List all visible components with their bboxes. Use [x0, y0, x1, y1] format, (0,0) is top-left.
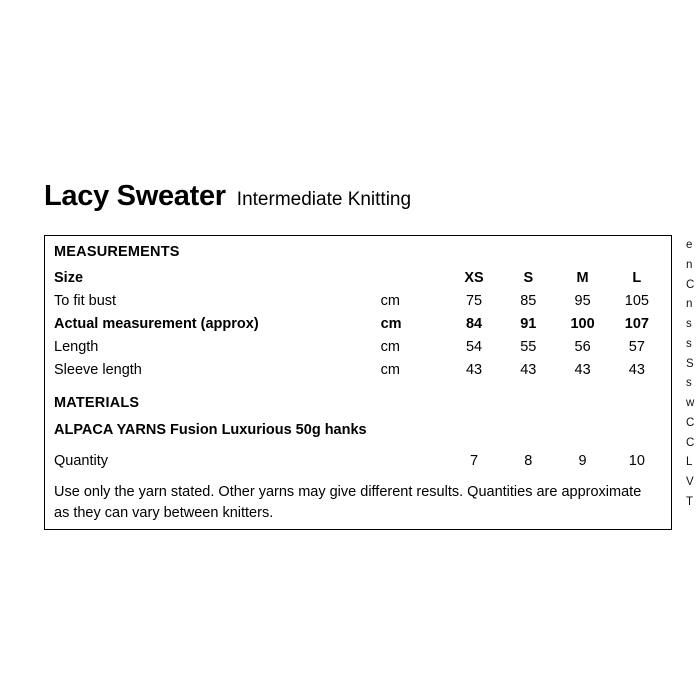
side-text-line: L	[686, 456, 693, 469]
quantity-m: 9	[578, 452, 587, 469]
size-header-xs: XS	[464, 269, 484, 286]
row-label: Sleeve length	[54, 361, 142, 378]
row-value-l: 107	[624, 315, 649, 332]
row-value-m: 56	[574, 338, 591, 355]
table-header-row	[54, 266, 664, 289]
row-unit: cm	[380, 315, 402, 332]
row-value-s: 85	[520, 292, 537, 309]
side-text-line: n	[686, 298, 693, 311]
side-text-line: C	[686, 436, 695, 449]
row-value-l: 105	[624, 292, 649, 309]
row-value-s: 55	[520, 338, 537, 355]
row-value-xs: 43	[465, 361, 483, 378]
measurements-heading: MEASUREMENTS	[54, 244, 180, 260]
side-text-line: s	[686, 318, 692, 331]
row-value-s: 91	[520, 315, 537, 332]
side-text-line: C	[686, 278, 695, 291]
row-value-m: 43	[574, 361, 591, 378]
row-value-m: 95	[574, 292, 591, 309]
side-text-line: s	[686, 337, 692, 350]
side-text-line: S	[686, 357, 694, 370]
size-header-s: S	[523, 269, 534, 286]
side-text-line: V	[686, 476, 694, 489]
size-header-l: L	[632, 269, 642, 286]
row-unit: cm	[380, 361, 400, 378]
info-box	[44, 235, 672, 530]
table-row	[54, 289, 664, 312]
table-row	[54, 312, 664, 335]
side-text-line: e	[686, 239, 693, 251]
yarn-name: ALPACA YARNS Fusion Luxurious 50g hanks	[54, 422, 367, 438]
size-header-m: M	[576, 269, 589, 286]
row-value-m: 100	[570, 315, 595, 332]
pattern-subtitle: Intermediate Knitting	[236, 189, 412, 210]
table-row	[54, 449, 664, 472]
measurements-table	[54, 266, 664, 381]
row-value-xs: 84	[465, 315, 483, 332]
page-title	[44, 182, 411, 211]
side-text-line: w	[686, 397, 695, 410]
row-value-xs: 54	[465, 338, 483, 355]
materials-heading: MATERIALS	[54, 395, 140, 411]
row-value-l: 57	[628, 338, 645, 355]
quantity-l: 10	[628, 452, 645, 469]
row-unit: cm	[380, 292, 400, 309]
quantity-label: Quantity	[54, 452, 108, 469]
quantity-table	[54, 449, 664, 472]
quantity-unit	[381, 449, 447, 472]
table-row	[54, 335, 664, 358]
row-value-xs: 75	[465, 292, 483, 309]
unit-header	[381, 266, 447, 289]
table-row	[54, 358, 664, 381]
row-label: Length	[54, 338, 99, 355]
row-label: Actual measurement (approx)	[54, 315, 259, 332]
yarn-note: Use only the yarn stated. Other yarns may give different results. Quantities are approximate as they can vary between knitters.	[54, 484, 642, 522]
row-label: To fit bust	[54, 292, 117, 309]
side-text-line: s	[686, 377, 692, 390]
side-column-text	[686, 236, 700, 526]
side-text-line: C	[686, 416, 695, 429]
row-unit: cm	[380, 338, 400, 355]
quantity-s: 8	[524, 452, 533, 469]
side-text-line: T	[686, 495, 694, 508]
quantity-xs: 7	[470, 452, 479, 469]
row-value-s: 43	[520, 361, 537, 378]
row-value-l: 43	[628, 361, 645, 378]
pattern-title: Lacy Sweater	[44, 180, 226, 212]
size-header-label: Size	[54, 269, 84, 286]
side-text-line: n	[686, 258, 693, 271]
